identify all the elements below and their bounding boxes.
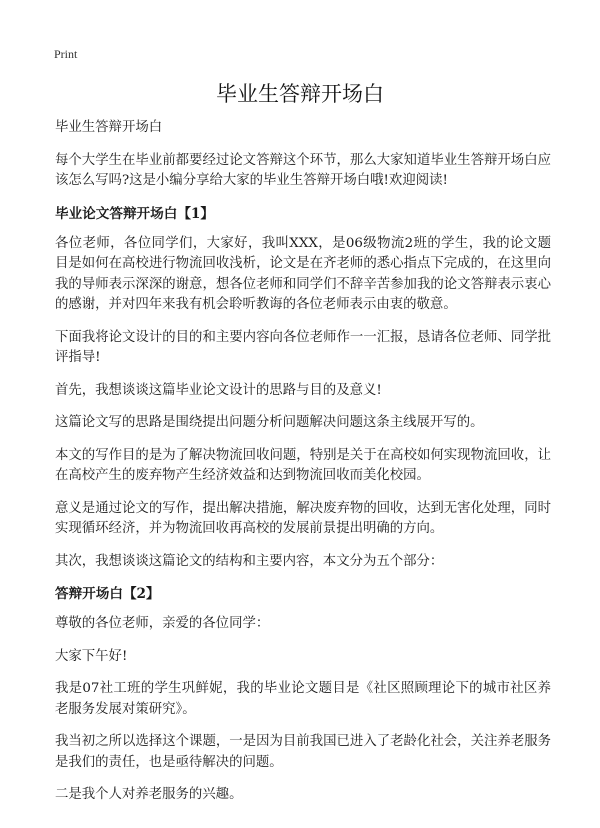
section-heading: 答辩开场白【2】 (55, 586, 160, 602)
paragraph: 尊敬的各位老师，亲爱的各位同学： (55, 616, 270, 631)
paragraph: 大家下午好! (55, 648, 128, 664)
paragraph: 二是我个人对养老服务的兴趣。 (55, 787, 243, 802)
section-heading: 毕业论文答辩开场白【1】 (55, 205, 214, 222)
paragraph: 其次，我想谈谈这篇论文的结构和主要内容，本文分为五个部分： (55, 553, 444, 569)
print-link[interactable]: Print (54, 47, 78, 61)
paragraph: 毕业生答辩开场白 (55, 120, 163, 135)
paragraph: 我当初之所以选择这个课题，一是因为目前我国已进入了老龄化社会，关注养老服务是我们的责任，也是亟待解决的问题。 (55, 734, 551, 770)
paragraph: 各位老师，各位同学们，大家好，我叫XXX，是06级物流2班的学生，我的论文题目是如何在高校进行物流回收浅析，论文是在齐老师的悉心指点下完成的，在这里向我的导师表示深深的谢意，想各位老师和同学们不辞辛苦参加我的论文答辩表示衷心的感谢，并对四年来我有机会聆听教诲的各位老师表示由衷的敬意。 (55, 235, 551, 312)
page-title: 毕业生答辩开场白 (216, 82, 384, 106)
paragraph: 本文的写作目的是为了解决物流回收问题，特别是关于在高校如何实现物流回收，让在高校产生的废弃物产生经济效益和达到物流回收而美化校园。 (55, 447, 551, 483)
paragraph: 我是07社工班的学生巩鲜妮，我的毕业论文题目是《社区照顾理论下的城市社区养老服务发展对策研究》。 (55, 681, 551, 717)
article-body (55, 118, 551, 818)
paragraph: 每个大学生在毕业前都要经过论文答辩这个环节，那么大家知道毕业生答辩开场白应该怎么写吗?这是小编分享给大家的毕业生答辩开场白哦!欢迎阅读! (55, 152, 551, 188)
paragraph: 意义是通过论文的写作，提出解决措施，解决废弃物的回收，达到无害化处理，同时实现循环经济，并为物流回收再高校的发展前景提出明确的方向。 (55, 500, 551, 536)
paragraph: 这篇论文写的思路是围绕提出问题分析问题解决问题这条主线展开写的。 (55, 415, 484, 430)
paragraph: 首先，我想谈谈这篇毕业论文设计的思路与目的及意义! (55, 382, 382, 398)
paragraph: 下面我将论文设计的目的和主要内容向各位老师作一一汇报，恳请各位老师、同学批评指导! (55, 329, 551, 365)
